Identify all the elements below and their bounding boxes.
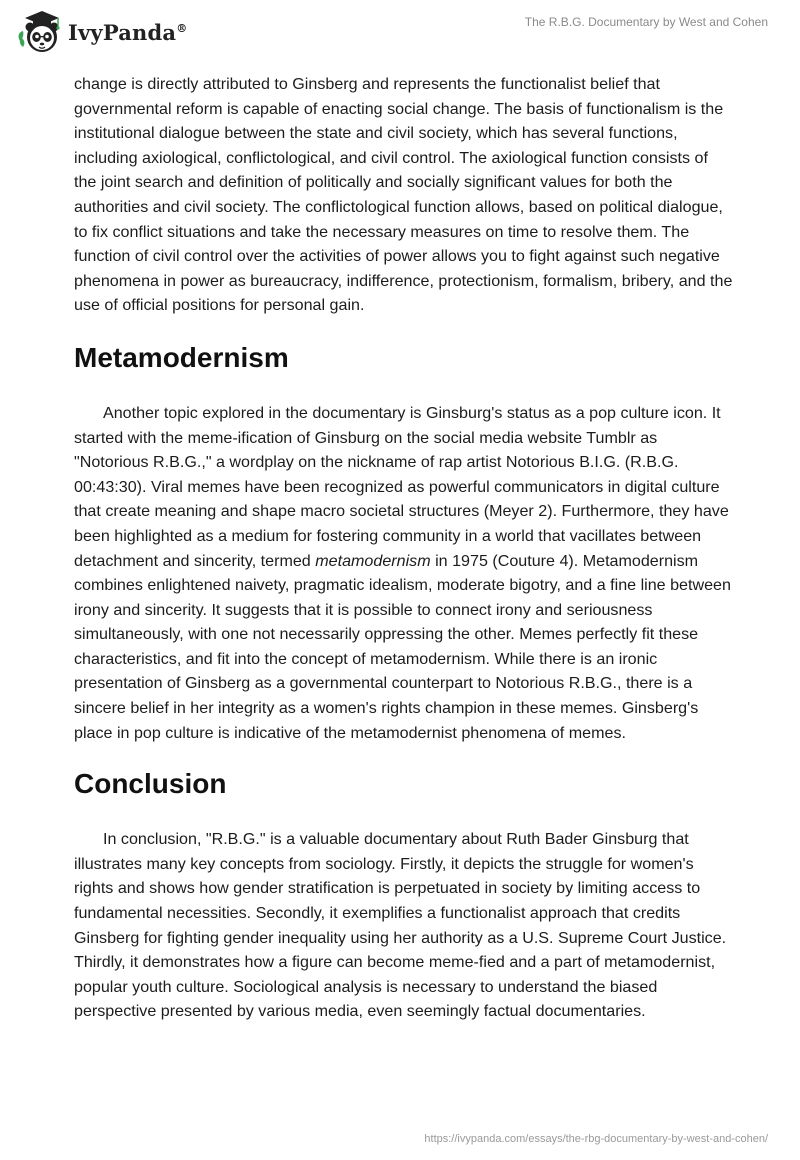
source-url[interactable]: https://ivypanda.com/essays/the-rbg-documentary-by-west-and-cohen/ [424,1133,768,1145]
intro-paragraph: change is directly attributed to Ginsberg and represents the functionalist belief that governmental reform is capable of enacting social change. The basis of functionalism is the institutional dialogue between the state and civil society, which has several functions, including axiological, conflictological, and civil control. The axiological function consists of the joint search and definition of politically and socially significant values for both the authorities and civil society. The conflictological function allows, based on political dialogue, to fix conflict situations and take the necessary measures on time to resolve them. The function of civil control over the activities of power allows you to fight against such negative phenomena in power as bureaucracy, indifference, protectionism, formalism, bribery, and the use of official positions for personal gain. [74,75,733,315]
heading-metamodernism: Metamodernism [74,341,289,373]
document-title: The R.B.G. Documentary by West and Cohen [524,15,768,29]
conclusion-paragraph: In conclusion, "R.B.G." is a valuable documentary about Ruth Bader Ginsburg that illustrates many key concepts from sociology. Firstly, it depicts the struggle for women's rights and shows how gender stratification is perpetuated in society by limiting access to fundamental necessities. Secondly, it exemplifies a functionalist approach that credits Ginsberg for fighting gender inequality using her authority as a U.S. Supreme Court Justice. Thirdly, it demonstrates how a figure can become meme-fied and a part of metamodernist, popular youth culture. Sociological analysis is necessary to understand the biased perspective presented by various media, even seemingly factual documentaries. [74,830,727,1021]
panda-graduate-icon [14,7,64,57]
metamodernism-text-part2: in 1975 (Couture 4). Metamodernism combines enlightened naivety, pragmatic idealism, moderate bigotry, and a fine line between irony and sincerity. It suggests that it is possible to connect irony and seriousness simultaneously, with one not necessarily oppressing the other. Memes perfectly fit these characteristics, and fit into the concept of metamodernism. While there is an ironic presentation of Ginsberg as a governmental counterpart to Notorious R.B.G., there is a sincere belief in her integrity as a women's rights champion in these memes. Ginsberg's place in pop culture is indicative of the metamodernist phenomena of memes. [74,551,731,742]
brand-name-text: IvyPanda [68,19,177,45]
page-header [0,0,800,68]
metamodernism-paragraph [74,401,734,745]
essay-body [74,72,734,1024]
heading-conclusion: Conclusion [74,768,227,800]
metamodernism-emphasis: metamodernism [315,551,431,570]
ivypanda-logo[interactable] [14,6,187,58]
brand-name [68,20,187,45]
registered-mark: ® [176,21,188,35]
metamodernism-text-part1: Another topic explored in the documentary is Ginsburg's status as a pop culture icon. It started with the meme-ification of Ginsburg on the social media website Tumblr as "Notorious R.B.G.," a wordplay on the nickname of rap artist Notorious B.I.G. (R.B.G. 00:43:30). Viral memes have been recognized as powerful communicators in digital culture that create meaning and shape macro societal structures (Meyer 2). Furthermore, they have been highlighted as a medium for fostering community in a world that vacillates between detachment and sincerity, termed [74,403,729,570]
